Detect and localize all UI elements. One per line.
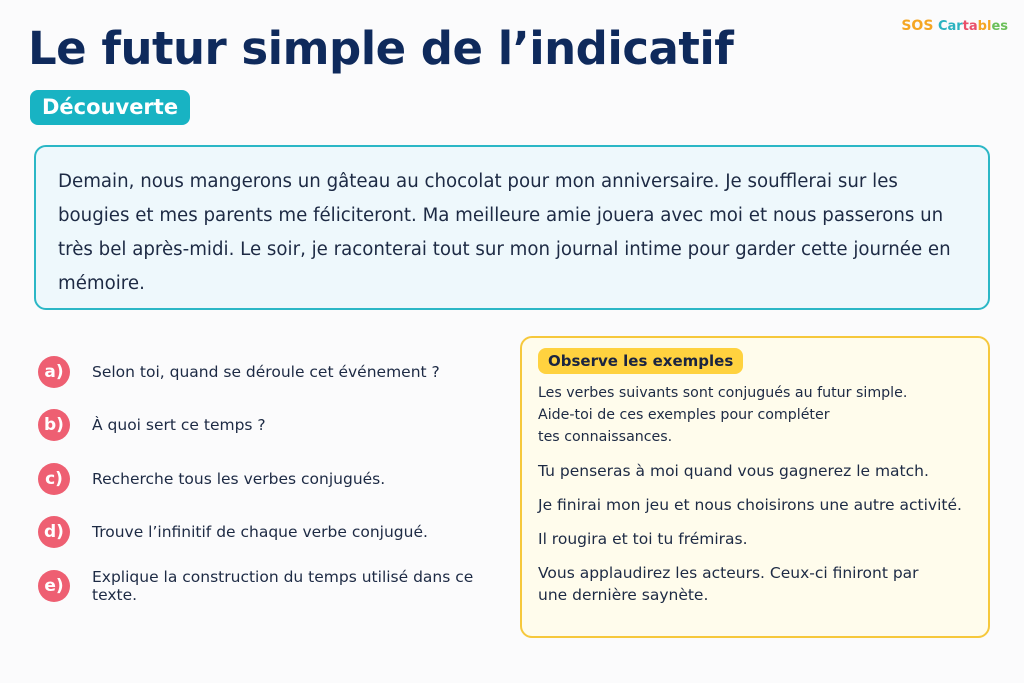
observe-badge: Observe les exemples: [538, 348, 743, 374]
question-text: Selon toi, quand se déroule cet événement ?: [92, 362, 440, 381]
page-title: Le futur simple de l’indicatif: [28, 22, 734, 75]
question-letter-badge: a): [38, 356, 70, 388]
example-sentence: Je finirai mon jeu et nous choisirons une autre activité.: [538, 496, 962, 514]
questions-list: [38, 345, 508, 613]
question-item: [38, 506, 508, 560]
observe-intro-line: Les verbes suivants sont conjugués au futur simple.: [538, 385, 908, 401]
question-letter-badge: b): [38, 409, 70, 441]
question-letter-badge: c): [38, 463, 70, 495]
brand-logo: SOS Cartables: [901, 18, 1008, 34]
question-letter-badge: e): [38, 570, 70, 602]
section-badge: Découverte: [30, 90, 190, 125]
observe-examples-box: [520, 336, 990, 638]
observe-intro: [538, 382, 972, 448]
question-letter-badge: d): [38, 516, 70, 548]
question-item: [38, 559, 508, 613]
question-item: [38, 345, 508, 399]
example-sentence: Tu penseras à moi quand vous gagnerez le match.: [538, 462, 929, 480]
observe-intro-line: Aide-toi de ces exemples pour compléter: [538, 407, 830, 423]
question-item: [38, 452, 508, 506]
observe-intro-line: tes connaissances.: [538, 429, 673, 445]
question-text: Explique la construction du temps utilisé dans ce texte.: [92, 567, 474, 604]
question-text: À quoi sert ce temps ?: [92, 416, 266, 435]
example-sentence: Vous applaudirez les acteurs. Ceux-ci finiront par une dernière saynète.: [538, 564, 919, 604]
question-text: Recherche tous les verbes conjugués.: [92, 469, 386, 488]
reading-text-box: [34, 145, 990, 310]
reading-text: Demain, nous mangerons un gâteau au chocolat pour mon anniversaire. Je soufflerai sur les bougies et mes parents me féliciteront. Ma meilleure amie jouera avec moi et nous passerons un très bel après-midi. Le soir, je raconterai tout sur mon journal intime pour garder cette journée en mémoire.: [58, 171, 951, 294]
question-text: Trouve l’infinitif de chaque verbe conjugué.: [92, 523, 428, 542]
question-item: [38, 399, 508, 453]
example-sentence: Il rougira et toi tu frémiras.: [538, 530, 748, 548]
